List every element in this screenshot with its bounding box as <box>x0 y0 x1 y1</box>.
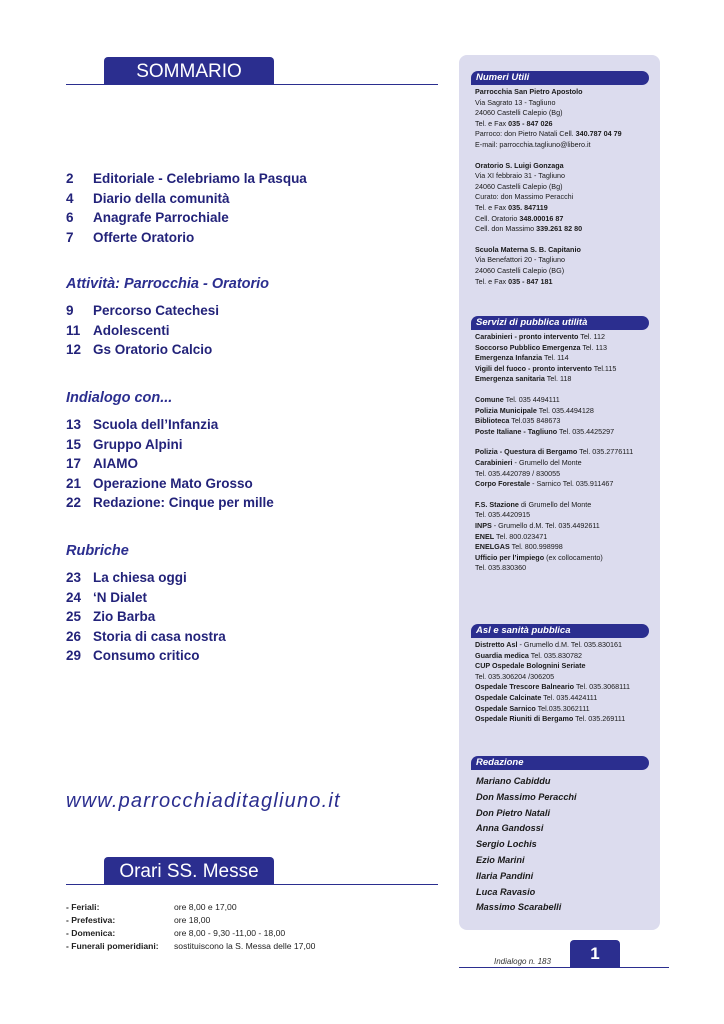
contact-line <box>475 182 657 193</box>
toc-page-number: 21 <box>66 475 82 491</box>
mass-time: ore 8,00 e 17,00 <box>174 901 237 912</box>
contact-line <box>475 427 657 438</box>
contact-line-text: Tel. 112 <box>578 332 605 341</box>
contact-line-number: 339.261 82 80 <box>536 224 583 234</box>
contact-line-text: Tel. 035.306204 /306205 <box>475 671 555 681</box>
contact-line-text: Tel. e Fax <box>475 202 509 212</box>
page-number: 1 <box>570 940 620 967</box>
contact-line <box>475 714 657 725</box>
contact-line <box>475 374 657 385</box>
toc-entry[interactable] <box>66 228 426 248</box>
toc-page-number: 7 <box>66 229 74 245</box>
contact-line <box>475 364 657 375</box>
contact-line-bold: Ospedale Trescore Balneario <box>475 682 575 692</box>
spacer <box>475 490 657 500</box>
redazione-member: Ilaria Pandini <box>476 870 534 881</box>
section-title-attivita: Attività: Parrocchia - Oratorio <box>66 276 270 292</box>
contact-line-number: 035. 847119 <box>508 202 548 212</box>
contact-line-bold: Emergenza Infanzia <box>475 353 543 363</box>
mass-day: - Feriali: <box>66 901 100 912</box>
asl-list <box>475 640 657 725</box>
toc-page-number: 25 <box>66 609 82 625</box>
redazione-member: Sergio Lochis <box>476 839 537 850</box>
toc-entry[interactable] <box>66 588 426 608</box>
contact-line <box>475 500 657 511</box>
contact-line <box>475 406 657 417</box>
contact-line <box>475 140 657 151</box>
contact-line-bold: Ospedale Calcinate <box>475 692 542 702</box>
contact-line <box>475 203 657 214</box>
contact-line-bold: ENEL <box>475 531 495 541</box>
contact-line <box>475 510 657 521</box>
contact-line-bold: Distretto Asl <box>475 640 518 649</box>
contact-line <box>475 266 657 277</box>
mass-row <box>66 913 315 926</box>
contact-line-bold: Ufficio per l’impiego <box>475 552 545 562</box>
contact-line-text: Tel. 035.4425297 <box>557 426 615 436</box>
redazione-member: Don Pietro Natali <box>476 807 551 818</box>
contact-line <box>475 416 657 427</box>
sommario-banner: SOMMARIO <box>104 57 274 85</box>
contact-line-text: Tel. e Fax <box>475 276 509 286</box>
servizi-header: Servizi di pubblica utilità <box>471 316 649 330</box>
toc-entry[interactable] <box>66 454 426 474</box>
contact-line-text: Tel.115 <box>591 363 617 373</box>
toc-entry-label: Adolescenti <box>93 322 170 338</box>
contact-line-bold: Guardia medica <box>475 650 529 660</box>
contact-line <box>475 98 657 109</box>
contact-line-text: Via Benefattori 20 - Tagliuno <box>475 255 566 265</box>
contact-line <box>475 704 657 715</box>
toc-entry-label: Redazione: Cinque per mille <box>93 495 274 511</box>
contact-line <box>475 332 657 343</box>
contact-line <box>475 458 657 469</box>
contact-line <box>475 353 657 364</box>
contact-line-number: 035 - 847 026 <box>508 118 553 128</box>
redazione-header: Redazione <box>471 756 649 770</box>
contact-line <box>475 214 657 225</box>
contact-line-text: Tel. 035.3068111 <box>574 682 631 692</box>
toc-editorial <box>66 169 426 247</box>
toc-entry-label: Consumo critico <box>93 648 200 664</box>
contact-line-text: Tel. e Fax <box>475 118 509 128</box>
contact-line-text: 24060 Castelli Calepio (BG) <box>475 265 565 275</box>
contact-line-text: Tel. 035 4494111 <box>503 394 560 404</box>
toc-entry-label: Percorso Catechesi <box>93 303 220 319</box>
toc-page-number: 6 <box>66 210 74 226</box>
issue-label: Indialogo n. 183 <box>494 957 551 966</box>
contact-line <box>475 171 657 182</box>
contact-line-bold: Soccorso Pubblico Emergenza <box>475 342 581 352</box>
contact-line <box>475 119 657 130</box>
mass-row <box>66 926 315 939</box>
toc-page-number: 2 <box>66 171 74 187</box>
toc-page-number: 13 <box>66 417 82 433</box>
toc-entry[interactable] <box>66 493 426 513</box>
contact-line <box>475 129 657 140</box>
footer-rule <box>459 967 669 968</box>
contact-line <box>475 108 657 119</box>
toc-entry[interactable] <box>66 301 426 321</box>
toc-attivita <box>66 301 426 360</box>
redazione-member: Luca Ravasio <box>476 886 536 897</box>
toc-entry-label: Diario della comunità <box>93 190 230 206</box>
contact-line <box>475 161 657 172</box>
redazione-member: Don Massimo Peracchi <box>476 791 577 802</box>
spacer <box>475 385 657 395</box>
toc-entry[interactable] <box>66 568 426 588</box>
toc-entry-label: La chiesa oggi <box>93 570 187 586</box>
contact-line-text: di Grumello del Monte <box>518 499 592 509</box>
contact-line-text: Via Sagrato 13 - Tagliuno <box>475 97 556 107</box>
contact-line-number: 348.00016 87 <box>519 213 564 223</box>
contact-line-text: Via XI febbraio 31 - Tagliuno <box>475 171 566 181</box>
toc-entry-label: Gruppo Alpini <box>93 436 183 452</box>
contact-line-text: (ex collocamento) <box>544 552 603 562</box>
toc-entry-label: Storia di casa nostra <box>93 628 226 644</box>
contact-line-bold: Parrocchia San Pietro Apostolo <box>475 87 583 96</box>
contact-line-text: Tel. 035.830360 <box>475 563 527 573</box>
contact-line-bold: Carabinieri - pronto intervento <box>475 332 579 341</box>
contact-line-text: Tel. 035.4420915 <box>475 510 531 520</box>
contact-line <box>475 682 657 693</box>
orari-banner: Orari SS. Messe <box>104 857 274 885</box>
numeri-utili-list <box>475 87 657 287</box>
toc-entry-label: Editoriale - Celebriamo la Pasqua <box>93 171 307 187</box>
toc-indialogo <box>66 415 426 513</box>
toc-page-number: 22 <box>66 495 82 511</box>
orari-rule <box>66 884 438 885</box>
contact-line <box>475 469 657 480</box>
toc-rubriche <box>66 568 426 666</box>
contact-line-bold: F.S. Stazione <box>475 499 519 509</box>
contact-line-text: Tel. 035.830782 <box>528 650 582 660</box>
contact-line <box>475 693 657 704</box>
toc-page-number: 9 <box>66 303 74 319</box>
toc-page-number: 24 <box>66 589 82 605</box>
contact-line-text: Tel. 035.4424111 <box>541 692 598 702</box>
contact-line-text: Tel. 114 <box>542 353 569 363</box>
toc-entry-label: ‘N Dialet <box>93 589 148 605</box>
redazione-member: Ezio Marini <box>476 854 525 865</box>
toc-entry-label: Anagrafe Parrochiale <box>93 210 229 226</box>
toc-page-number: 12 <box>66 342 82 358</box>
contact-line <box>475 672 657 683</box>
contact-line-text: 24060 Castelli Calepio (Bg) <box>475 181 563 191</box>
contact-line-text: Tel.035 848673 <box>509 416 561 426</box>
toc-entry[interactable] <box>66 208 426 228</box>
contact-line <box>475 245 657 256</box>
toc-page-number: 17 <box>66 456 82 472</box>
toc-entry[interactable] <box>66 474 426 494</box>
contact-line-bold: Scuola Materna S. B. Capitanio <box>475 244 581 254</box>
contact-line-text: Tel. 800.023471 <box>494 531 548 541</box>
mass-row <box>66 939 315 952</box>
contact-line <box>475 224 657 235</box>
contact-line-text: Tel. 035.4494128 <box>536 405 594 415</box>
toc-entry[interactable] <box>66 435 426 455</box>
contact-line-bold: Ospedale Sarnico <box>475 703 536 713</box>
contact-line <box>475 255 657 266</box>
contact-line-text: Tel. 113 <box>580 342 607 352</box>
mass-day: - Funerali pomeridiani: <box>66 940 159 951</box>
contact-line <box>475 532 657 543</box>
toc-page-number: 29 <box>66 648 82 664</box>
toc-entry-label: Zio Barba <box>93 609 156 625</box>
contact-line-text: Tel. 035.269111 <box>573 714 626 724</box>
toc-page-number: 4 <box>66 190 74 206</box>
numeri-utili-header: Numeri Utili <box>471 71 649 85</box>
contact-line-text: 24060 Castelli Calepio (Bg) <box>475 108 563 118</box>
contact-line-bold: Ospedale Riuniti di Bergamo <box>475 714 574 724</box>
toc-page-number: 26 <box>66 628 82 644</box>
contact-line-number: 035 - 847 181 <box>508 276 553 286</box>
contact-line-bold: Carabinieri <box>475 457 513 467</box>
contact-line-bold: Oratorio S. Luigi Gonzaga <box>475 160 564 170</box>
contact-line-bold: Comune <box>475 394 504 404</box>
contact-line-text: Tel. 800.998998 <box>509 542 563 552</box>
contact-line-bold: Vigili del fuoco - pronto intervento <box>475 363 592 373</box>
toc-entry-label: Scuola dell’Infanzia <box>93 417 219 433</box>
mass-row <box>66 900 315 913</box>
toc-entry[interactable] <box>66 321 426 341</box>
redazione-member: Massimo Scarabelli <box>476 902 562 913</box>
toc-entry[interactable] <box>66 646 426 666</box>
toc-page-number: 15 <box>66 436 82 452</box>
redazione-names <box>476 776 577 918</box>
contact-line-text: - Grumello d.M. Tel. 035.4492611 <box>491 520 600 530</box>
toc-entry[interactable] <box>66 627 426 647</box>
contact-line-text: Tel. 035.2776111 <box>577 447 634 457</box>
contact-line-text: - Grumello del Monte <box>512 457 582 467</box>
contact-line-bold: Biblioteca <box>475 416 510 426</box>
asl-header: Asl e sanità pubblica <box>471 624 649 638</box>
contact-line-text: - Grumello d.M. Tel. 035.830161 <box>517 640 623 649</box>
contact-line-bold: Emergenza sanitaria <box>475 374 545 384</box>
contact-line-bold: Corpo Forestale <box>475 479 531 489</box>
contact-line <box>475 640 657 651</box>
contact-line-bold: INPS <box>475 520 492 530</box>
contact-line-bold: Polizia Municipale <box>475 405 537 415</box>
contact-line-text: Curato: don Massimo Peracchi <box>475 192 574 202</box>
toc-entry[interactable] <box>66 189 426 209</box>
contact-line-text: Tel.035.3062111 <box>535 703 590 713</box>
spacer <box>475 151 657 161</box>
contact-line-bold: CUP Ospedale Bolognini Seriate <box>475 661 586 671</box>
website-link[interactable]: www.parrocchiaditagliuno.it <box>66 790 341 812</box>
contact-line <box>475 343 657 354</box>
redazione-member: Anna Gandossi <box>476 823 544 834</box>
servizi-list <box>475 332 657 574</box>
mass-day: - Domenica: <box>66 927 116 938</box>
toc-entry-label: Offerte Oratorio <box>93 229 195 245</box>
contact-line <box>475 447 657 458</box>
mass-time: ore 8,00 - 9,30 -11,00 - 18,00 <box>174 927 286 938</box>
contact-line-bold: Poste Italiane - Tagliuno <box>475 426 558 436</box>
toc-page-number: 11 <box>66 322 81 338</box>
toc-entry-label: Gs Oratorio Calcio <box>93 342 213 358</box>
contact-line <box>475 661 657 672</box>
contact-line <box>475 521 657 532</box>
toc-entry[interactable] <box>66 340 426 360</box>
contact-line-bold: Polizia - Questura di Bergamo <box>475 447 578 457</box>
spacer <box>475 235 657 245</box>
contact-line <box>475 553 657 564</box>
section-title-rubriche: Rubriche <box>66 543 129 559</box>
mass-schedule <box>66 900 315 952</box>
mass-time: ore 18,00 <box>174 914 211 925</box>
contact-line <box>475 277 657 288</box>
contact-line-text: Cell. don Massimo <box>475 224 537 234</box>
contact-line-text: E-mail: parrocchia.tagliuno@libero.it <box>475 139 591 149</box>
section-title-indialogo: Indialogo con... <box>66 390 173 406</box>
contact-line-number: 340.787 04 79 <box>575 129 622 139</box>
toc-entry[interactable] <box>66 169 426 189</box>
toc-page-number: 23 <box>66 570 82 586</box>
contact-line-text: Parroco: don Pietro Natali Cell. <box>475 129 576 139</box>
contact-line-text: Tel. 118 <box>544 374 572 384</box>
contact-line-text: Tel. 035.4420789 / 830055 <box>475 468 561 478</box>
redazione-member: Mariano Cabiddu <box>476 776 551 786</box>
contact-line <box>475 395 657 406</box>
contact-line-bold: ENELGAS <box>475 542 510 552</box>
contact-line <box>475 479 657 490</box>
contact-line <box>475 542 657 553</box>
toc-entry[interactable] <box>66 607 426 627</box>
contact-line <box>475 87 657 98</box>
contact-line-text: - Sarnico Tel. 035.911467 <box>530 479 614 489</box>
sommario-rule <box>66 84 438 85</box>
toc-entry-label: Operazione Mato Grosso <box>93 475 253 491</box>
toc-entry-label: AIAMO <box>93 456 138 472</box>
contact-line <box>475 651 657 662</box>
toc-entry[interactable] <box>66 415 426 435</box>
contact-line <box>475 563 657 574</box>
mass-time: sostituiscono la S. Messa delle 17,00 <box>174 940 316 951</box>
contact-line-text: Cell. Oratorio <box>475 213 520 223</box>
contact-line <box>475 192 657 203</box>
spacer <box>475 437 657 447</box>
mass-day: - Prefestiva: <box>66 914 116 925</box>
